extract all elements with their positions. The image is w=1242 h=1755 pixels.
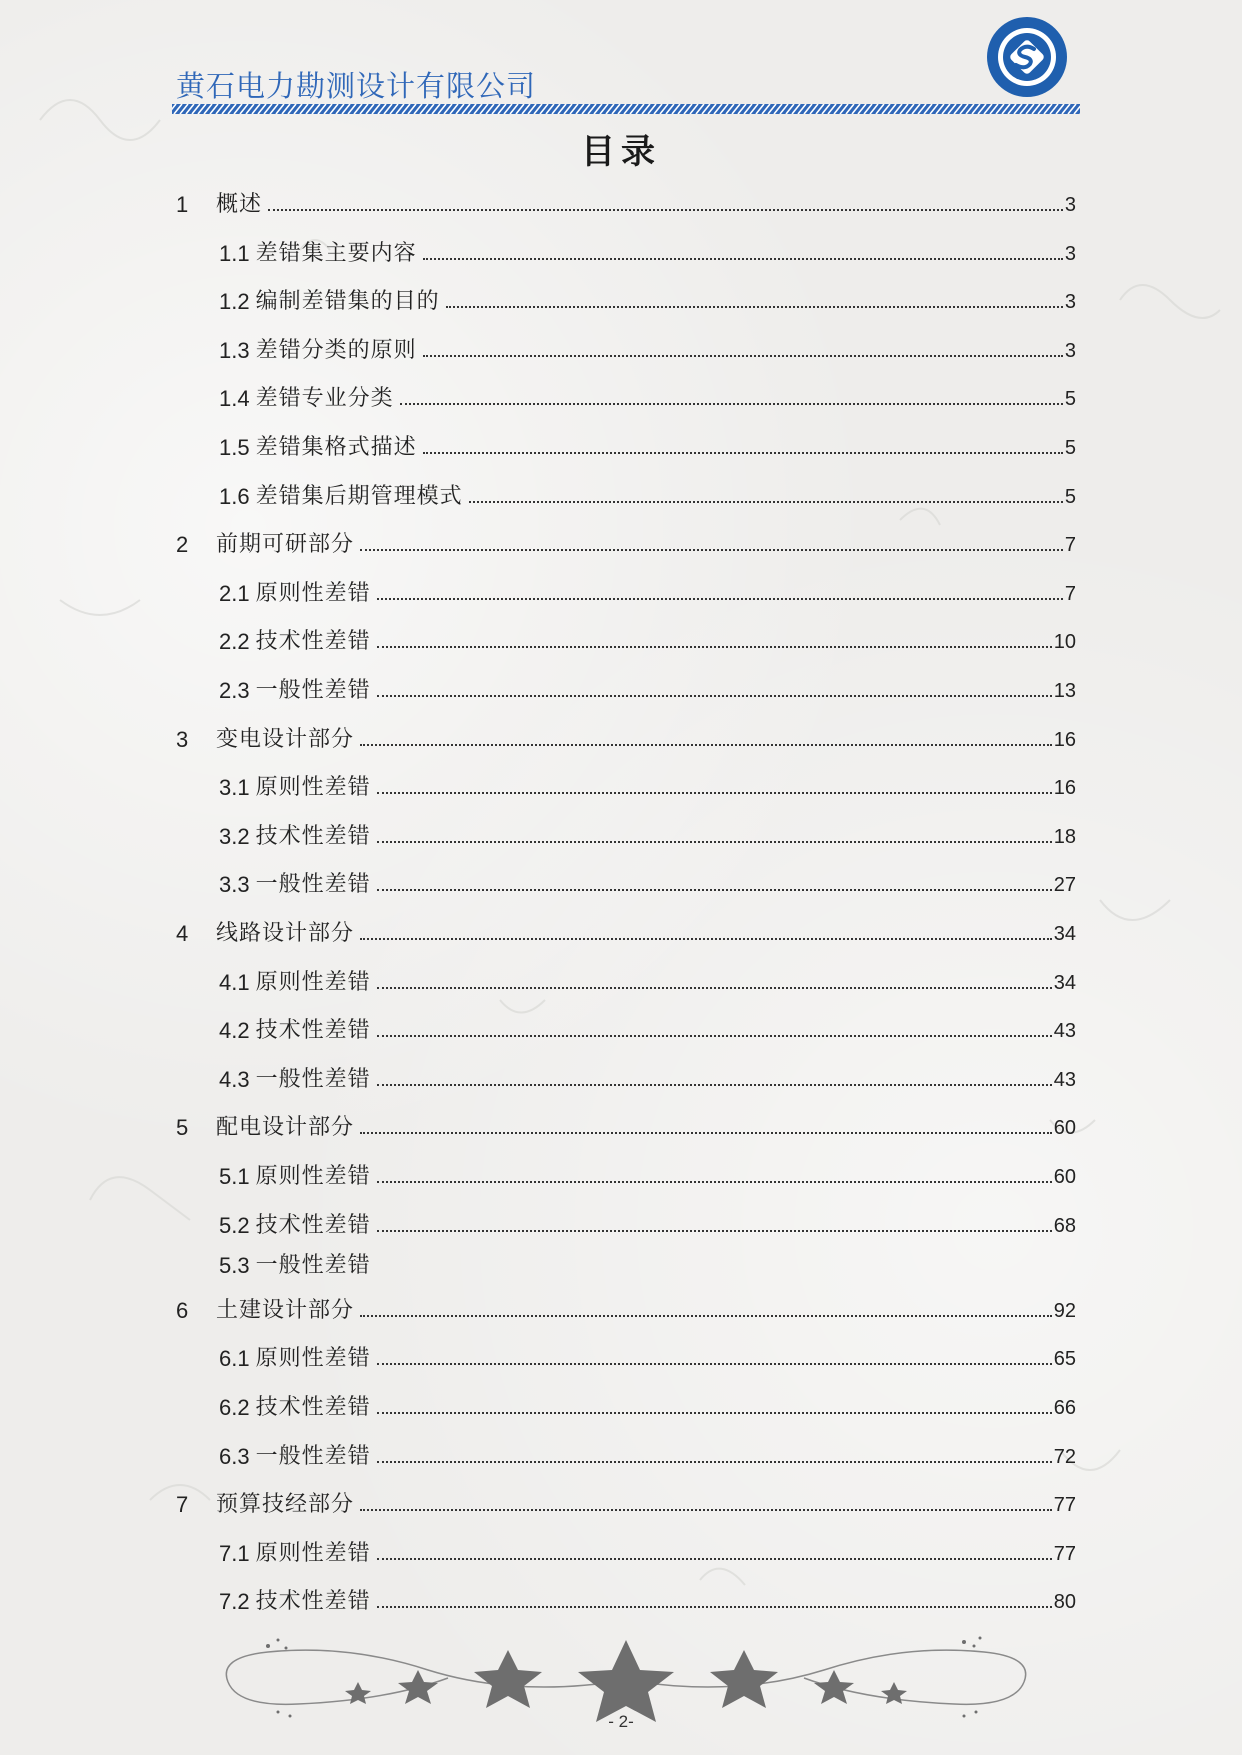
toc-dot-leader [377,1460,1052,1463]
toc-entry-number: 3 [176,726,189,752]
toc-entry-number: 2 [176,532,189,558]
toc-dot-leader [377,1083,1052,1086]
toc-entry-number: 1.2 [219,289,250,315]
toc-entry-number: 2.2 [219,629,250,655]
toc-entry-page: 3 [1064,339,1076,362]
toc-entry-label: 配电设计部分 [216,1115,355,1141]
toc-dot-leader [360,1131,1052,1134]
toc-entry-number: 6.2 [219,1395,250,1420]
toc-entry-number: 2.3 [219,678,250,703]
toc-entry-page: 66 [1053,1397,1076,1419]
toc-dot-leader [423,354,1063,357]
toc-dot-leader [377,1411,1052,1414]
toc-dot-leader [268,208,1063,211]
toc-entry-page: 16 [1053,777,1076,800]
toc-entry-number: 6.3 [219,1443,250,1469]
toc-entry[interactable] [176,188,1076,218]
toc-dot-leader [377,1557,1052,1560]
toc-entry-label: 技术性差错 [255,1212,371,1238]
toc-entry-label: 差错集后期管理模式 [255,483,463,509]
toc-entry-label: 原则性差错 [255,1164,371,1189]
toc-entry-page: 5 [1064,485,1076,508]
toc-entry-number: 7.2 [219,1589,250,1615]
toc-entry[interactable] [219,577,1076,607]
header-divider [172,104,1080,114]
toc-entry[interactable] [219,382,1076,412]
toc-entry[interactable] [219,1209,1076,1239]
toc-dot-leader [400,402,1063,405]
toc-entry-number: 1.1 [219,240,250,266]
toc-entry-number: 6 [176,1297,189,1323]
toc-entry[interactable] [176,1294,1076,1324]
toc-entry[interactable] [219,966,1076,996]
toc-dot-leader [377,1605,1052,1608]
toc-entry[interactable] [219,237,1076,267]
toc-dot-leader [377,1034,1052,1037]
toc-dot-leader [360,937,1052,940]
toc-entry-label: 差错分类的原则 [255,337,417,363]
toc-entry-label: 前期可研部分 [216,532,355,558]
toc-entry-page: 3 [1064,291,1076,314]
toc-entry[interactable] [219,1537,1076,1567]
toc-dot-leader [423,451,1063,454]
toc-entry-page: 77 [1053,1494,1076,1517]
toc-entry-page: 43 [1053,1068,1076,1091]
toc-entry-number: 3.3 [219,872,250,898]
toc-entry-page: 34 [1053,923,1076,945]
toc-entry-number: 4.2 [219,1018,250,1044]
toc-entry-label: 技术性差错 [255,1589,371,1615]
toc-entry-label: 技术性差错 [255,629,371,655]
toc-entry-page: 60 [1053,1117,1076,1140]
toc-entry-label: 差错集格式描述 [255,435,417,460]
toc-entry-label: 线路设计部分 [216,921,355,946]
toc-entry-label: 原则性差错 [255,1346,371,1372]
toc-entry-page: 7 [1064,534,1076,557]
toc-entry-page: 80 [1053,1591,1076,1614]
toc-entry[interactable] [219,820,1076,850]
toc-entry-label: 技术性差错 [255,1395,371,1420]
toc-entry-number: 4 [176,921,189,946]
toc-dot-leader [377,1362,1052,1365]
toc-entry-page: 10 [1053,631,1076,654]
toc-entry[interactable] [176,1111,1076,1141]
toc-entry[interactable] [219,674,1076,704]
toc-entry-label: 一般性差错 [255,1443,371,1469]
toc-entry-label: 技术性差错 [255,1018,371,1044]
toc-entry-label: 原则性差错 [255,969,371,995]
toc-entry-number: 5.3 [219,1253,250,1279]
toc-entry-label: 原则性差错 [255,1540,371,1566]
toc-dot-leader [360,1314,1052,1317]
toc-entry-number: 3.2 [219,823,250,849]
toc-entry-label: 土建设计部分 [216,1297,355,1323]
toc-dot-leader [377,694,1052,697]
toc-entry-number: 1.6 [219,483,250,509]
toc-entry-page: 34 [1053,971,1076,994]
toc-entry-label: 概述 [216,192,263,217]
toc-entry-number: 5.2 [219,1212,250,1238]
toc-dot-leader [360,1508,1052,1511]
company-name: 黄石电力勘测设计有限公司 [176,69,537,103]
toc-entry-number: 1.5 [219,435,250,460]
toc-dot-leader [423,257,1063,260]
toc-entry-label: 技术性差错 [255,823,371,849]
toc-entry-label: 一般性差错 [255,872,371,898]
toc-entry-label: 编制差错集的目的 [255,289,440,315]
toc-entry[interactable] [219,1160,1076,1190]
toc-entry[interactable] [219,334,1076,364]
toc-entry[interactable] [219,625,1076,655]
toc-dot-leader [377,1180,1052,1183]
toc-entry-number: 5.1 [219,1164,250,1189]
toc-dot-leader [377,986,1052,989]
toc-entry-label: 变电设计部分 [216,726,355,752]
toc-entry-page: 5 [1064,388,1076,411]
toc-entry[interactable] [219,431,1076,461]
footer-ornament [208,1632,1044,1722]
toc-entry[interactable] [219,771,1076,801]
toc-entry-number: 3.1 [219,775,250,801]
toc-entry-label: 原则性差错 [255,775,371,801]
toc-entry[interactable] [176,723,1076,753]
toc-entry-page: 43 [1053,1020,1076,1043]
toc-entry-number: 7.1 [219,1540,250,1566]
toc-entry-label: 差错集主要内容 [255,240,417,266]
toc-dot-leader [377,597,1063,600]
toc-entry-page: 3 [1064,194,1076,216]
toc-entry[interactable] [219,868,1076,898]
toc-entry-label: 一般性差错 [255,1253,371,1279]
toc-entry-page: 68 [1053,1214,1076,1237]
toc-entry-number: 2.1 [219,580,250,606]
toc-entry-page: 7 [1064,582,1076,605]
toc-entry[interactable] [219,1585,1076,1615]
toc-entry[interactable] [176,528,1076,558]
toc-title: 目录 [581,132,661,172]
toc-entry-page: 65 [1053,1348,1076,1371]
toc-entry-page: 60 [1053,1166,1076,1188]
toc-entry-number: 1.3 [219,337,250,363]
toc-dot-leader [469,500,1063,503]
toc-entry-label: 一般性差错 [255,678,371,703]
toc-dot-leader [360,743,1052,746]
toc-entry[interactable] [219,1063,1076,1093]
toc-entry[interactable] [219,480,1076,510]
toc-entry[interactable] [176,1488,1076,1518]
toc-entry-page: 18 [1053,825,1076,848]
page-number: - 2- [608,1712,634,1731]
toc-entry-page: 27 [1053,874,1076,897]
toc-entry[interactable] [219,1440,1076,1470]
toc-entry[interactable] [219,1014,1076,1044]
toc-dot-leader [377,791,1052,794]
toc-entry[interactable] [176,917,1076,947]
toc-entry-page: 16 [1053,728,1076,751]
toc-entry[interactable] [219,1342,1076,1372]
toc-entry-page: 13 [1053,680,1076,702]
toc-entry-number: 4.3 [219,1066,250,1092]
toc-dot-leader [377,888,1052,891]
toc-entry-number: 1 [176,192,189,217]
toc-dot-leader [377,645,1052,648]
toc-entry-page: 72 [1053,1445,1076,1468]
toc-entry-number: 4.1 [219,969,250,995]
company-logo [986,16,1068,98]
toc-entry[interactable] [219,1391,1076,1421]
toc-entry-label: 预算技经部分 [216,1492,355,1518]
toc-entry-number: 1.4 [219,386,250,412]
toc-dot-leader [446,305,1063,308]
toc-entry[interactable] [219,1249,1076,1279]
toc-dot-leader [377,840,1052,843]
toc-entry-number: 6.1 [219,1346,250,1372]
toc-entry-label: 差错专业分类 [255,386,394,412]
toc-dot-leader [377,1229,1052,1232]
toc-entry-label: 一般性差错 [255,1066,371,1092]
toc-entry-page: 92 [1053,1299,1076,1322]
toc-entry-page: 3 [1064,242,1076,265]
toc-entry-page: 77 [1053,1542,1076,1565]
toc-dot-leader [360,548,1063,551]
toc-entry-number: 5 [176,1115,189,1141]
toc-entry-label: 原则性差错 [255,580,371,606]
toc-entry[interactable] [219,285,1076,315]
toc-entry-page: 5 [1064,437,1076,459]
toc-entry-number: 7 [176,1492,189,1518]
